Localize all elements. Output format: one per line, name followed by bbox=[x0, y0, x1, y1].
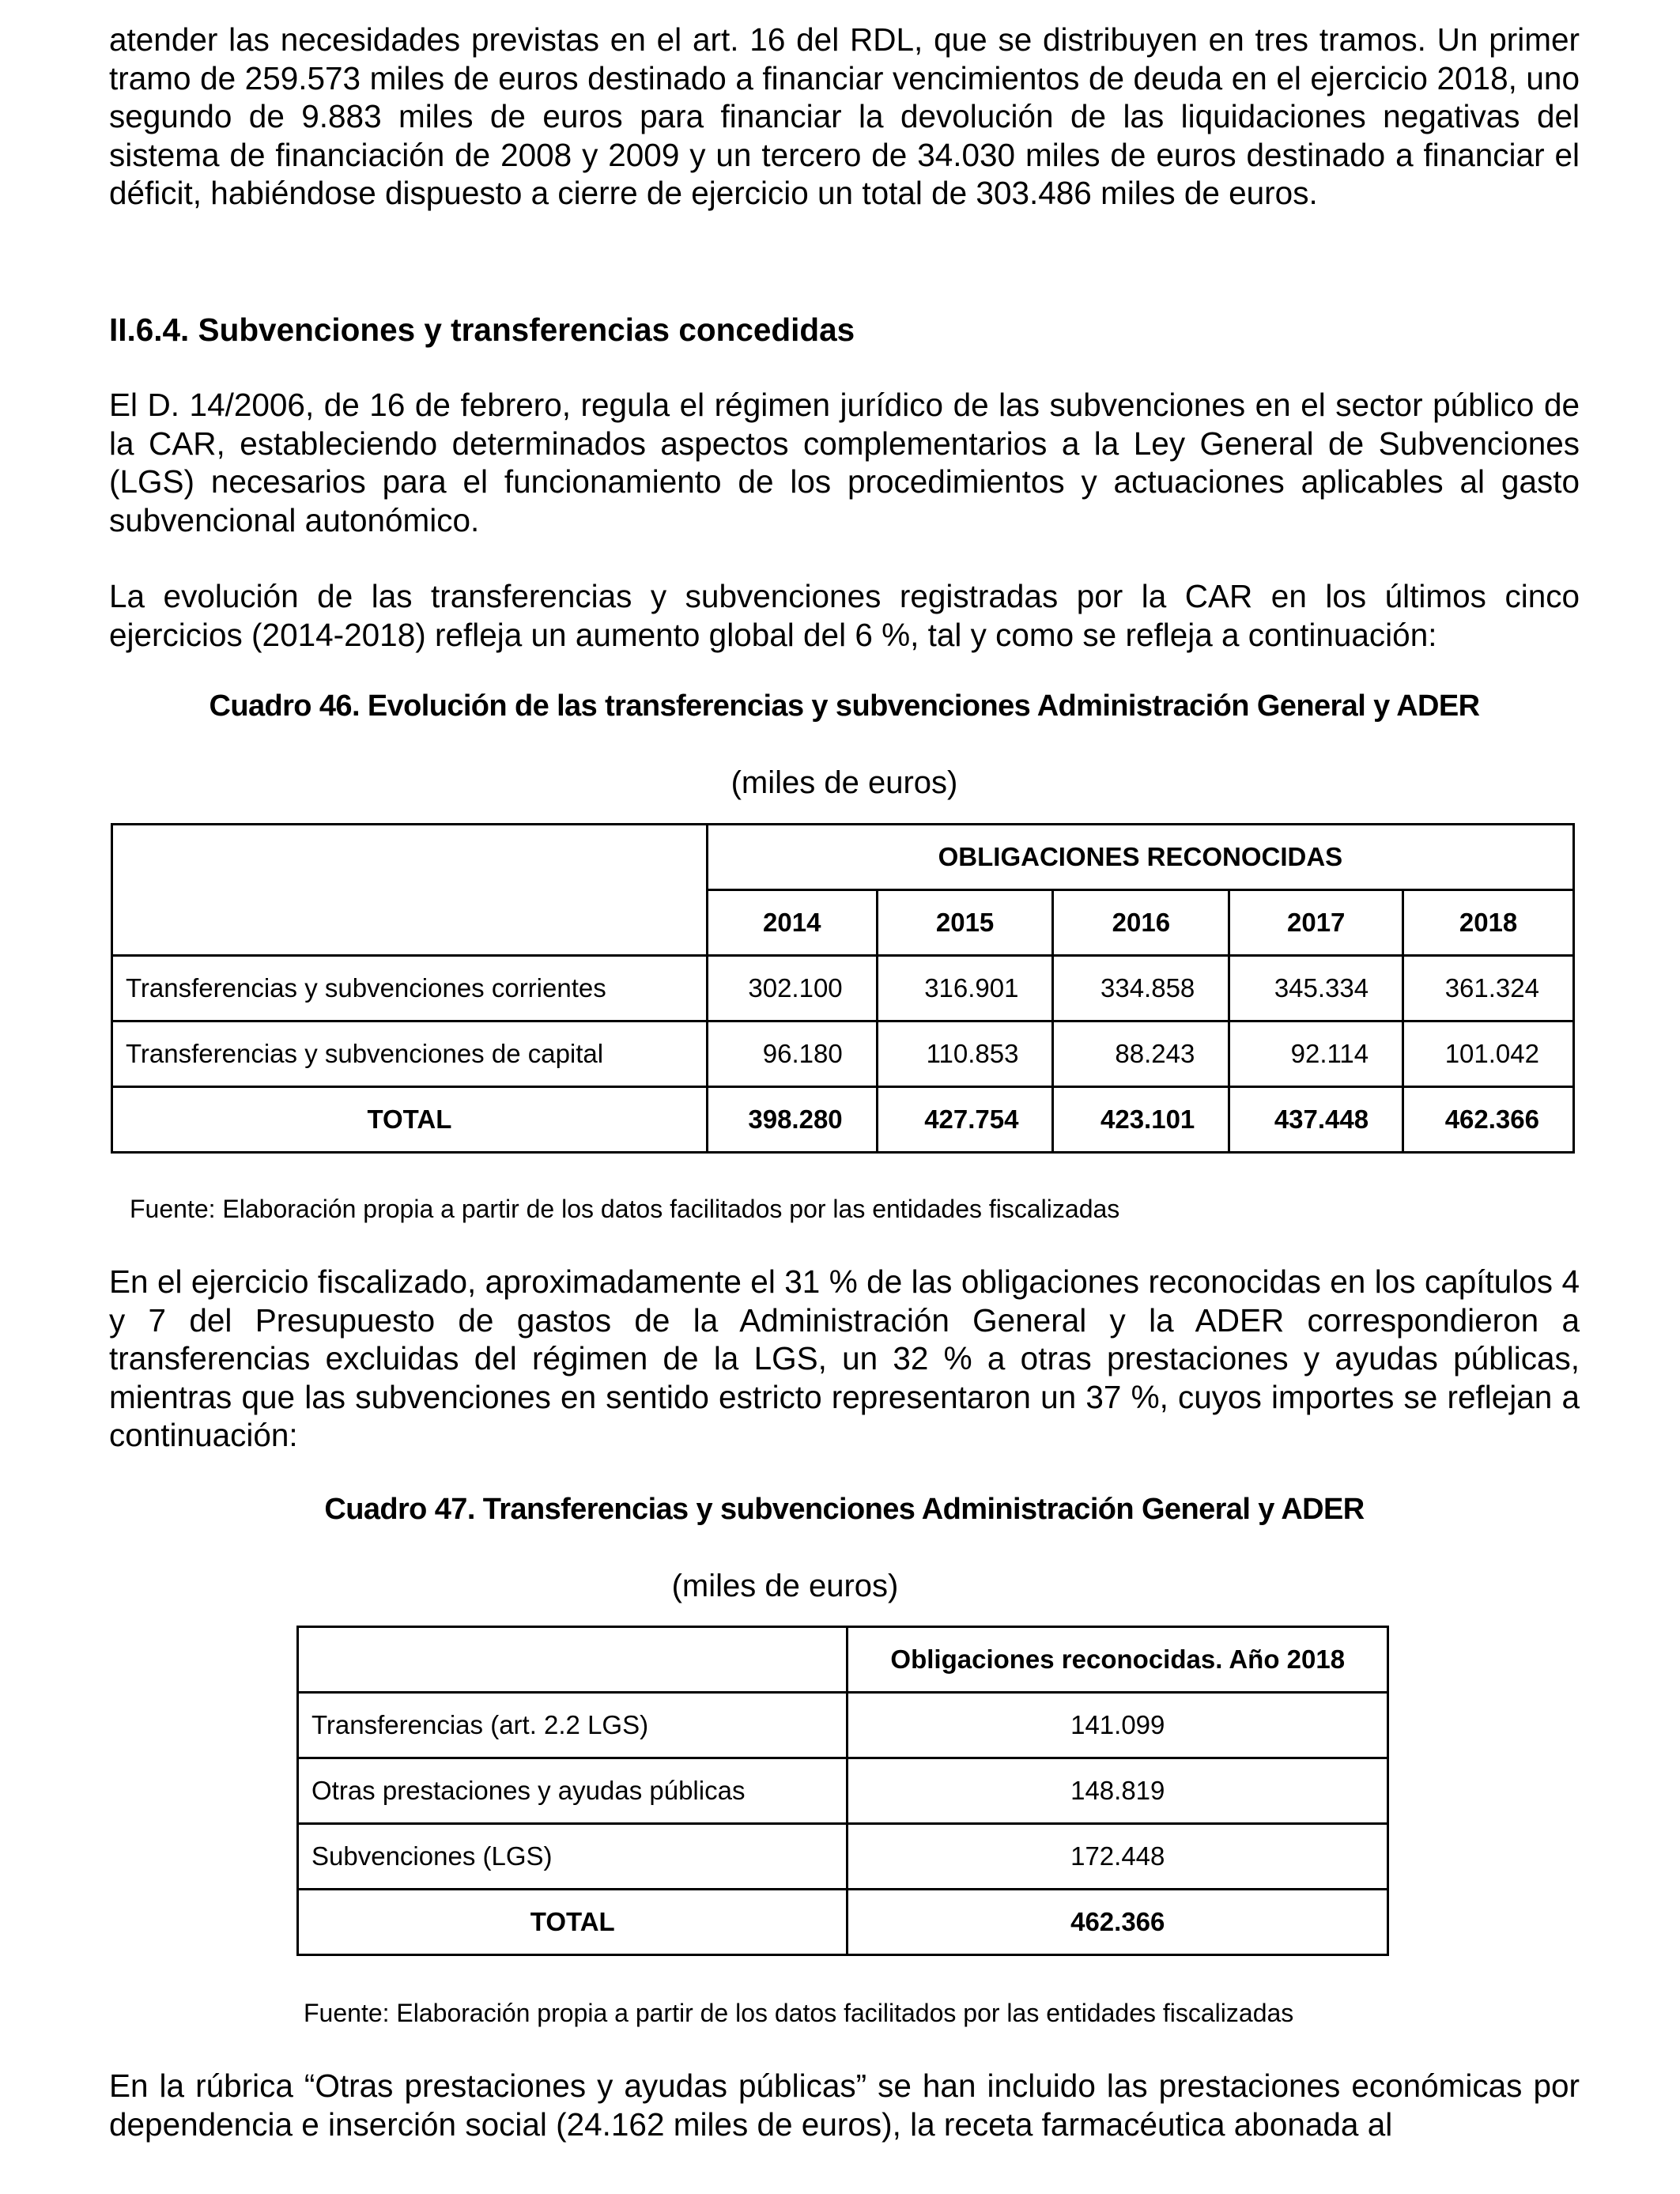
cell-value: 88.243 bbox=[1053, 1021, 1229, 1087]
table46-source: Fuente: Elaboración propia a partir de los datos facilitados por las entidades fiscalizadas bbox=[130, 1195, 1120, 1223]
cell-value: 148.819 bbox=[848, 1758, 1388, 1824]
table46-year: 2017 bbox=[1229, 890, 1403, 956]
cell-value: 345.334 bbox=[1229, 956, 1403, 1021]
cell-value: 101.042 bbox=[1403, 1021, 1574, 1087]
table46-group-header: OBLIGACIONES RECONOCIDAS bbox=[707, 825, 1573, 890]
table46-year: 2015 bbox=[877, 890, 1053, 956]
total-value: 462.366 bbox=[1403, 1087, 1574, 1153]
table47-empty-corner bbox=[298, 1627, 848, 1693]
cell-value: 92.114 bbox=[1229, 1021, 1403, 1087]
table46-year: 2016 bbox=[1053, 890, 1229, 956]
table47-source: Fuente: Elaboración propia a partir de los datos facilitados por las entidades fiscalizadas bbox=[304, 1999, 1294, 2027]
paragraph-financing-tranches: atender las necesidades previstas en el art. 16 del RDL, que se distribuyen en tres tramos. Un primer tramo de 259.573 miles de euros destinado a financiar vencimientos de deuda en el ejercicio 2018, uno segundo de 9.883 miles de euros para financiar la devolución de las liquidaciones negativas del sistema de financiación de 2008 y 2009 y un tercero de 34.030 miles de euros destinado a financiar el déficit, habiéndose dispuesto a cierre de ejercicio un total de 303.486 miles de euros. bbox=[109, 21, 1580, 211]
table46-header-row bbox=[112, 825, 1574, 890]
total-value: 398.280 bbox=[707, 1087, 877, 1153]
table-row bbox=[298, 1693, 1388, 1758]
table-row bbox=[298, 1758, 1388, 1824]
table-row bbox=[112, 956, 1574, 1021]
cell-value: 302.100 bbox=[707, 956, 877, 1021]
table46-year: 2018 bbox=[1403, 890, 1574, 956]
row-label: Transferencias y subvenciones de capital bbox=[112, 1021, 708, 1087]
cell-value: 110.853 bbox=[877, 1021, 1053, 1087]
table46-units: (miles de euros) bbox=[731, 765, 958, 800]
row-label: Subvenciones (LGS) bbox=[298, 1824, 848, 1890]
cell-value: 96.180 bbox=[707, 1021, 877, 1087]
paragraph-other-benefits: En la rúbrica “Otras prestaciones y ayudas públicas” se han incluido las prestaciones económicas por dependencia e inserción social (24.162 miles de euros), la receta farmacéutica abonada al bbox=[109, 2067, 1580, 2143]
table46 bbox=[111, 823, 1575, 1154]
total-value: 462.366 bbox=[848, 1890, 1388, 1955]
cell-value: 361.324 bbox=[1403, 956, 1574, 1021]
section-heading: II.6.4. Subvenciones y transferencias concedidas bbox=[109, 312, 855, 348]
cell-value: 172.448 bbox=[848, 1824, 1388, 1890]
cell-value: 334.858 bbox=[1053, 956, 1229, 1021]
table47-header: Obligaciones reconocidas. Año 2018 bbox=[848, 1627, 1388, 1693]
row-label: Transferencias y subvenciones corrientes bbox=[112, 956, 708, 1021]
paragraph-distribution: En el ejercicio fiscalizado, aproximadamente el 31 % de las obligaciones reconocidas en los capítulos 4 y 7 del Presupuesto de gastos de la Administración General y la ADER correspondieron a transferencias excluidas del régimen de la LGS, un 32 % a otras prestaciones y ayudas públicas, mientras que las subvenciones en sentido estricto representaron un 37 %, cuyos importes se reflejan a continuación: bbox=[109, 1263, 1580, 1453]
table47-total-row bbox=[298, 1890, 1388, 1955]
total-value: 437.448 bbox=[1229, 1087, 1403, 1153]
table46-empty-corner bbox=[112, 825, 708, 956]
table46-total-row bbox=[112, 1087, 1574, 1153]
total-label: TOTAL bbox=[298, 1890, 848, 1955]
table-row bbox=[298, 1824, 1388, 1890]
table47 bbox=[296, 1626, 1389, 1956]
table47-units: (miles de euros) bbox=[671, 1569, 899, 1603]
row-label: Transferencias (art. 2.2 LGS) bbox=[298, 1693, 848, 1758]
row-label: Otras prestaciones y ayudas públicas bbox=[298, 1758, 848, 1824]
total-label: TOTAL bbox=[112, 1087, 708, 1153]
paragraph-evolution: La evolución de las transferencias y subvenciones registradas por la CAR en los últimos cinco ejercicios (2014-2018) refleja un aumento global del 6 %, tal y como se refleja a continuación: bbox=[109, 578, 1580, 653]
table47-header-row bbox=[298, 1627, 1388, 1693]
total-value: 423.101 bbox=[1053, 1087, 1229, 1153]
table47-caption: Cuadro 47. Transferencias y subvenciones Administración General y ADER bbox=[324, 1493, 1365, 1526]
table-row bbox=[112, 1021, 1574, 1087]
table46-year: 2014 bbox=[707, 890, 877, 956]
cell-value: 141.099 bbox=[848, 1693, 1388, 1758]
cell-value: 316.901 bbox=[877, 956, 1053, 1021]
total-value: 427.754 bbox=[877, 1087, 1053, 1153]
table46-caption: Cuadro 46. Evolución de las transferencias y subvenciones Administración General y ADER bbox=[209, 689, 1480, 723]
paragraph-decree: El D. 14/2006, de 16 de febrero, regula el régimen jurídico de las subvenciones en el sector público de la CAR, estableciendo determinados aspectos complementarios a la Ley General de Subvenciones (LGS) necesarios para el funcionamiento de los procedimientos y actuaciones aplicables al gasto subvencional autonómico. bbox=[109, 387, 1580, 538]
